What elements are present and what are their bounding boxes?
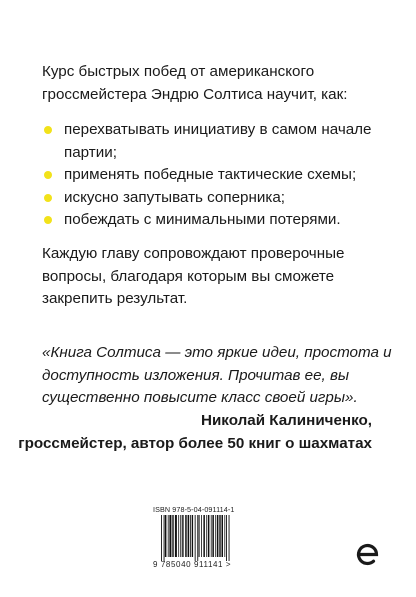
barcode-bar [164,515,165,561]
barcode-bar [188,515,189,557]
barcode-bar [212,515,214,557]
barcode-bar [229,515,230,561]
bullet-dot-icon [44,171,52,179]
barcode-bar [222,515,224,557]
barcode-bar [192,515,193,557]
quote-author: Николай Калиниченко, [201,412,372,429]
barcode-bar [224,515,225,557]
barcode-bar [217,515,219,557]
benefit-list [42,119,392,232]
barcode-bar [199,515,200,557]
list-item: применять победные тактические схемы; [42,164,392,187]
publisher-logo-e-icon [354,539,382,567]
bullet-dot-icon [44,126,52,134]
barcode-bar [180,515,181,557]
bullet-dot-icon [44,216,52,224]
barcode-bar [178,515,179,557]
barcode-bar [219,515,220,557]
barcode-bar [175,515,177,557]
review-quote: «Книга Солтиса — это яркие идеи, простота и доступность изложения. Прочитав ее, вы существенно повысите класс своей игры». [42,344,392,406]
barcode-bar [203,515,205,557]
barcode-bar [161,515,162,561]
barcode-bar [169,515,171,557]
barcode-bar [215,515,216,557]
barcode-bar [208,515,210,557]
barcode-bar [172,515,173,557]
list-item: искусно запутывать соперника; [42,187,392,210]
list-item: побеждать с минимальными потерями. [42,209,392,232]
barcode-bar [195,515,196,561]
barcode-bar [226,515,227,561]
isbn-barcode [153,505,270,575]
barcode-bar [206,515,207,557]
barcode-digits: 9 785040 911141 > [153,560,232,569]
barcode-bar [185,515,187,557]
barcode-bar [190,515,191,557]
barcode-bar [201,515,202,557]
barcode-bar [211,515,212,557]
quote-author-description: гроссмейстер, автор более 50 книг о шахматах [18,435,372,452]
isbn-label: ISBN 978-5-04-091114-1 [153,505,235,514]
intro-paragraph: Курс быстрых побед от американского гроссмейстера Эндрю Солтиса научит, как: [42,63,348,103]
barcode-icon [153,515,270,561]
barcode-bar [197,515,198,561]
list-item: перехватывать инициативу в самом начале партии; [42,119,392,164]
barcode-bar [168,515,169,557]
barcode-bar [165,515,167,557]
barcode-bar [182,515,183,557]
bullet-dot-icon [44,194,52,202]
follow-up-paragraph: Каждую главу сопровождают проверочные вопросы, благодаря которым вы сможете закрепить результат. [42,245,345,307]
